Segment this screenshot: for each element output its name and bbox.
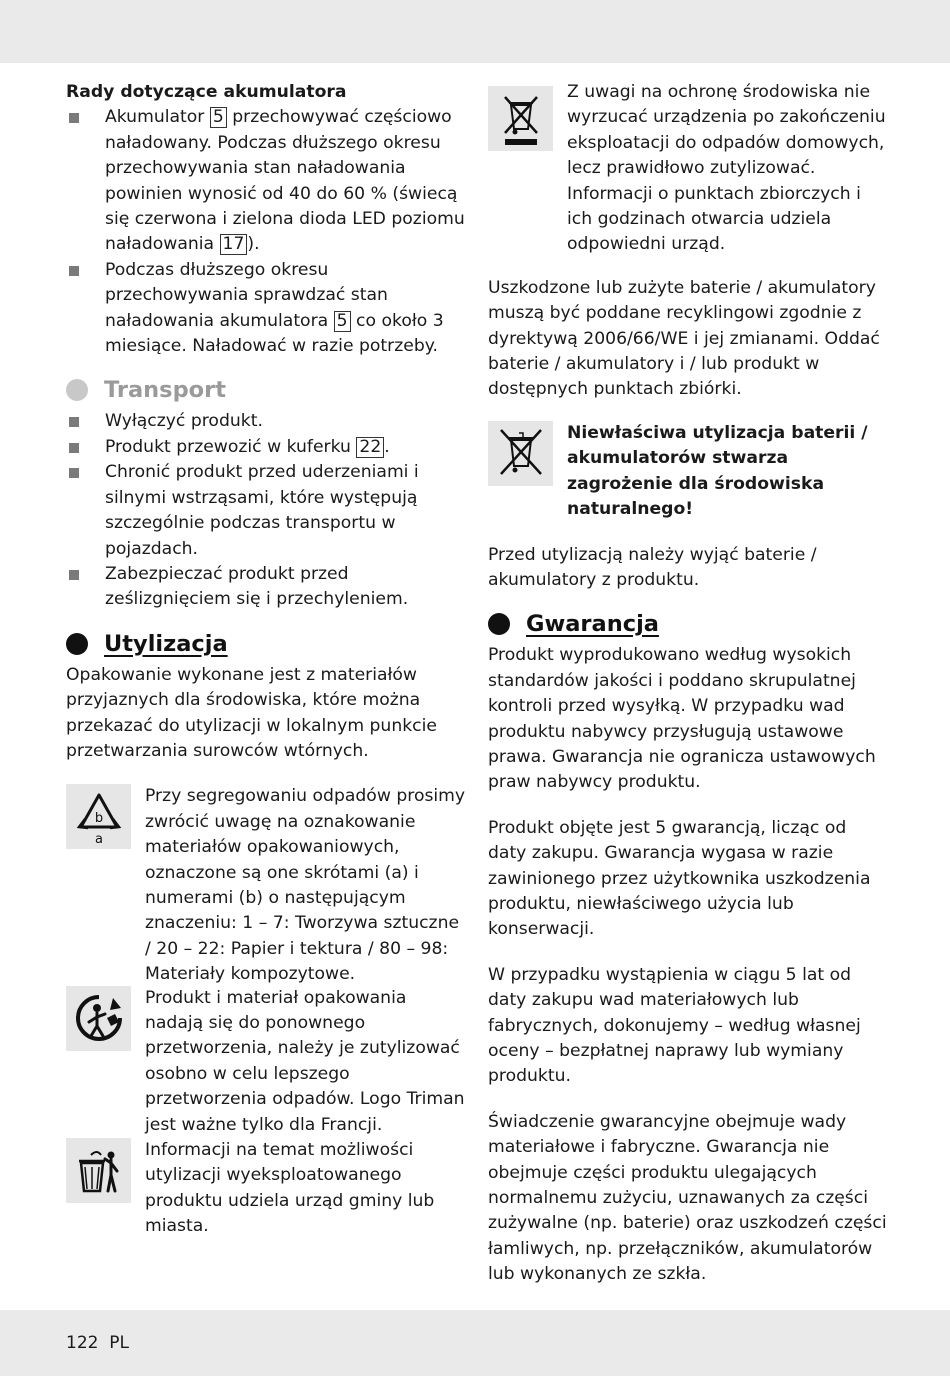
list-item: Podczas dłuższego okresu przechowywania sprawdzać stan naładowania akumulatora 5 co około 3 miesiące. Naładować w razie potrzeby. <box>66 258 466 360</box>
bullet-dot-icon <box>488 613 510 635</box>
crossed-bin-icon <box>488 86 553 151</box>
left-column <box>66 80 466 1240</box>
warranty-paragraph: Świadczenie gwarancyjne obejmuje wady materiałowe i fabryczne. Gwarancja nie obejmuje części produktu ulegających normalnemu zużyciu, uznawanych za części zużywalne (np. baterie) oraz uszkodzeń części łamliwych, np. przełączników, akumulatorów lub wykonanych ze szkła. <box>488 1111 887 1285</box>
part-reference: 5 <box>334 311 351 332</box>
bin-info <box>66 1138 466 1240</box>
battery-remove-text: Przed utylizacją należy wyjąć baterie / akumulatory z produktu. <box>488 544 817 590</box>
bullet-dot-icon <box>66 379 88 401</box>
list-item: Akumulator 5 przechowywać częściowo naładowany. Podczas dłuższego okresu przechowywania stan naładowania powinien wynosić od 40 do 60 % (świecą się czerwona i zielona dioda LED poziomu naładowania 17 ). <box>66 105 466 257</box>
battery-tips-list <box>66 105 466 359</box>
recycle-info <box>66 784 466 987</box>
warranty-paragraph: W przypadku wystąpienia w ciągu 5 lat od daty zakupu wad materiałowych lub fabrycznych, dokonujemy – według własnej oceny – bezpłatnej naprawy lub wymiany produktu. <box>488 964 861 1087</box>
weee-text: Z uwagi na ochronę środowiska nie wyrzucać urządzenia po zakończeniu eksploatacji do odpadów domowych, lecz prawidłowo zutylizować. Informacji o punktach zbiorczych i ich godzinach otwarcia udziela odpowiedni urząd. <box>567 82 886 255</box>
warranty-paragraph: Produkt objęte jest 5 gwarancją, licząc od daty zakupu. Gwarancja wygasa w razie zawinionego przez użytkownika uszkodzenia produktu, niewłaściwego użycia lub konserwacji. <box>488 817 871 940</box>
svg-text:b: b <box>94 810 103 826</box>
right-column <box>488 80 888 1288</box>
warranty-paragraph: Produkt wyprodukowano według wysokich standardów jakości i poddano skrupulatnej kontroli przed wysyłką. W przypadku wad produktu nabywcy przysługują ustawowe prawa. Gwarancja nie ogranicza ustawowych praw nabywcy produktu. <box>488 645 876 793</box>
section-heading-transport: Transport <box>66 375 466 405</box>
list-item: Wyłączyć produkt. <box>66 409 466 434</box>
section-heading-warranty: Gwarancja <box>488 609 888 639</box>
transport-list <box>66 409 466 612</box>
footer-band <box>0 1310 950 1376</box>
trash-bin-icon <box>66 1138 131 1203</box>
list-item: Produkt przewozić w kuferku 22 . <box>66 435 466 460</box>
battery-warning-text: Niewłaściwa utylizacja baterii / akumulatorów stwarza zagrożenie dla środowiska naturalnego! <box>567 422 868 520</box>
recycling-symbol-icon <box>66 784 131 849</box>
bullet-dot-icon <box>66 633 88 655</box>
battery-tips-heading: Rady dotyczące akumulatora <box>66 82 347 102</box>
svg-text:a: a <box>94 831 103 845</box>
triman-text: Produkt i materiał opakowania nadają się do ponownego przetworzenia, należy je zutylizować osobno w celu lepszego przetworzenia odpadów. Logo Triman jest ważne tylko dla Francji. <box>145 987 465 1135</box>
weee-info <box>488 80 888 258</box>
list-item: Zabezpieczać produkt przed ześlizgnięciem się i przechyleniem. <box>66 562 466 613</box>
header-band <box>0 0 950 63</box>
list-item: Chronić produkt przed uderzeniami i silnymi wstrząsami, które występują szczególnie podczas transportu w pojazdach. <box>66 460 466 562</box>
page-number: 122 PL <box>66 1333 129 1353</box>
part-reference: 17 <box>220 234 248 255</box>
section-heading-disposal: Utylizacja <box>66 629 466 659</box>
disposal-intro: Opakowanie wykonane jest z materiałów przyjaznych dla środowiska, które można przekazać do utylizacji w lokalnym punkcie przetwarzania surowców wtórnych. <box>66 664 437 761</box>
triman-info <box>66 986 466 1138</box>
bin-text: Informacji na temat możliwości utylizacji wyeksploatowanego produktu udziela urząd gminy lub miasta. <box>145 1140 435 1237</box>
part-reference: 22 <box>356 437 384 458</box>
battery-warning <box>488 421 888 523</box>
crossed-bin-battery-icon <box>488 421 553 486</box>
battery-recycling-text: Uszkodzone lub zużyte baterie / akumulatory muszą być poddane recyklingowi zgodnie z dyrektywą 2006/66/WE i jej zmianami. Oddać baterie / akumulatory i / lub produkt w dostępnych punktach zbiórki. <box>488 277 880 400</box>
triman-logo-icon <box>66 986 131 1051</box>
recycle-text: Przy segregowaniu odpadów prosimy zwrócić uwagę na oznakowanie materiałów opakowaniowych, oznaczone są one skrótami (a) i numerami (b) o następującym znaczeniu: 1 – 7: Tworzywa sztuczne / 20 – 22: Papier i tektura / 80 – 98: Materiały kompozytowe. <box>145 786 466 985</box>
part-reference: 5 <box>210 107 227 128</box>
